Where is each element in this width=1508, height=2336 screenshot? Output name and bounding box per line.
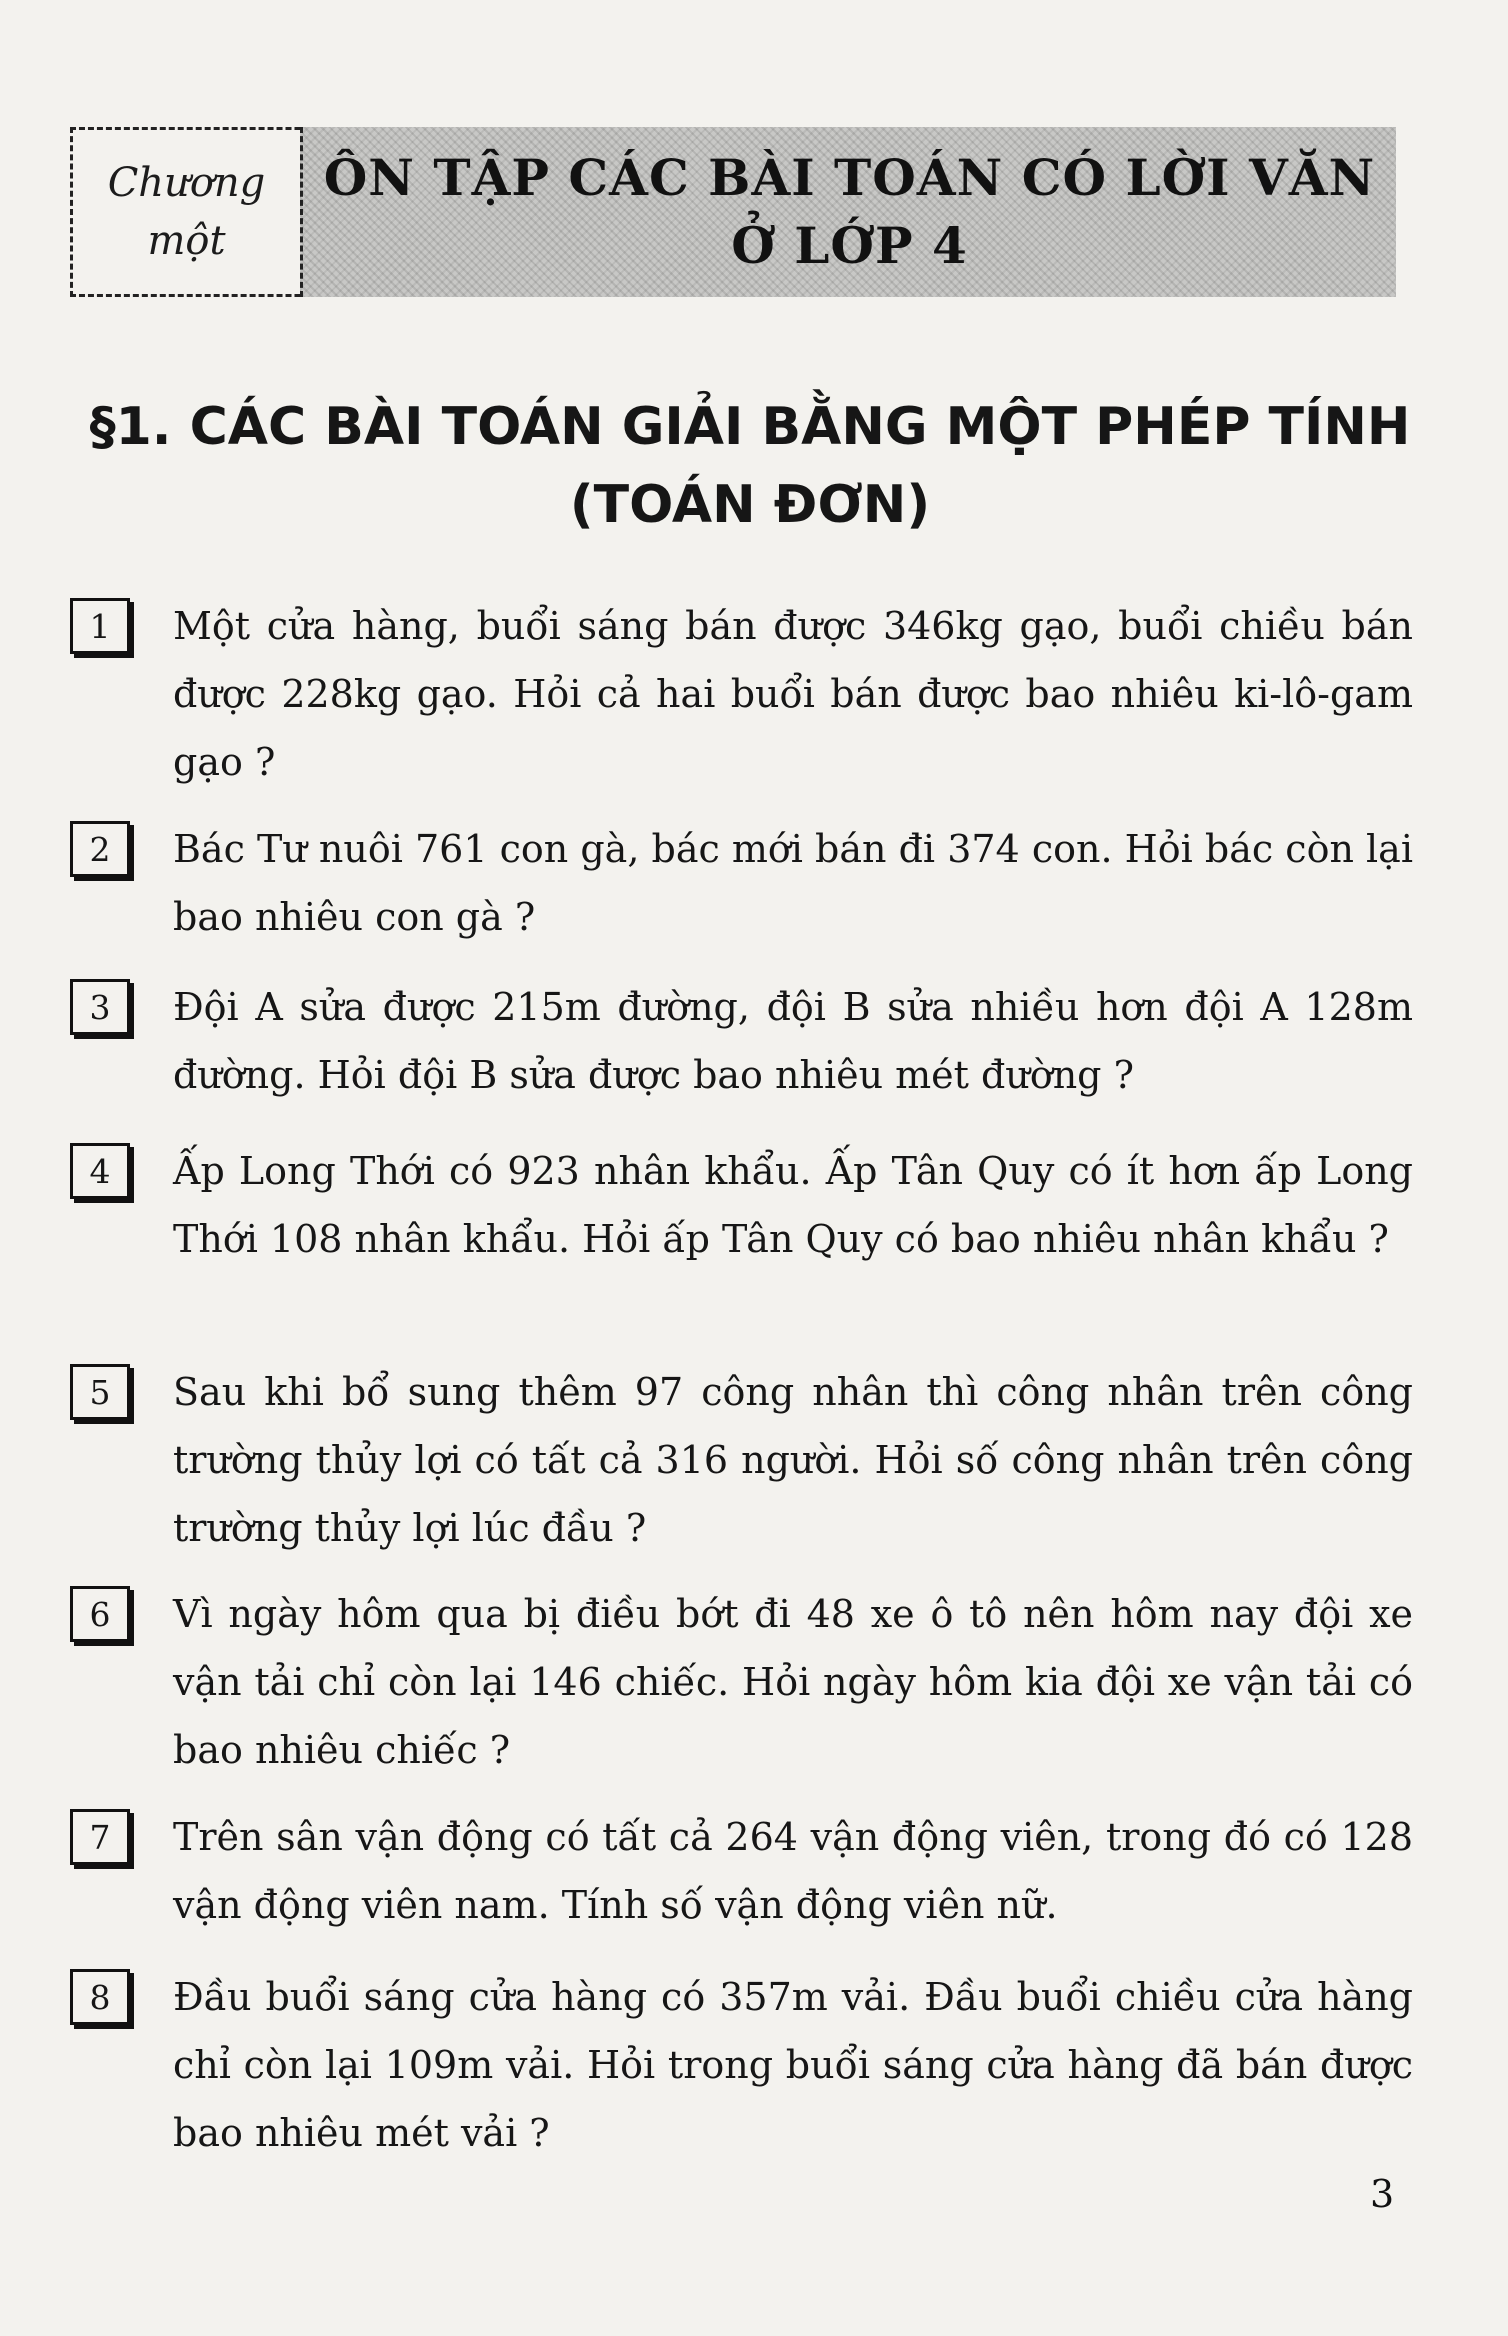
problem-number-box: 5 xyxy=(70,1364,130,1420)
problem-text: Ấp Long Thới có 923 nhân khẩu. Ấp Tân Quy có ít hơn ấp Long Thới 108 nhân khẩu. Hỏi ấp Tân Quy có bao nhiêu nhân khẩu ? xyxy=(173,1149,1413,1261)
problem-number-box: 3 xyxy=(70,979,130,1035)
problem-number-box: 2 xyxy=(70,821,130,877)
problem-number-box: 4 xyxy=(70,1143,130,1199)
problem-text: Trên sân vận động có tất cả 264 vận động viên, trong đó có 128 vận động viên nam. Tính số vận động viên nữ. xyxy=(173,1815,1413,1927)
problem-text: Sau khi bổ sung thêm 97 công nhân thì công nhân trên công trường thủy lợi có tất cả 316 người. Hỏi số công nhân trên công trường thủy lợi lúc đầu ? xyxy=(173,1370,1413,1550)
problem-number-box: 1 xyxy=(70,598,130,654)
problem-number-box: 7 xyxy=(70,1809,130,1865)
problem-text: Một cửa hàng, buổi sáng bán được 346kg gạo, buổi chiều bán được 228kg gạo. Hỏi cả hai buổi bán được bao nhiêu ki-lô-gam gạo ? xyxy=(173,604,1413,784)
chapter-label xyxy=(73,130,300,294)
problem-text: Vì ngày hôm qua bị điều bớt đi 48 xe ô tô nên hôm nay đội xe vận tải chỉ còn lại 146 chiếc. Hỏi ngày hôm kia đội xe vận tải có bao nhiêu chiếc ? xyxy=(173,1592,1413,1772)
section-heading xyxy=(80,388,1420,544)
chapter-label-line1: Chương xyxy=(107,160,266,206)
chapter-title xyxy=(300,127,1396,297)
problem-text: Đầu buổi sáng cửa hàng có 357m vải. Đầu buổi chiều cửa hàng chỉ còn lại 109m vải. Hỏi trong buổi sáng cửa hàng đã bán được bao nhiêu mét vải ? xyxy=(173,1975,1413,2155)
chapter-title-line2: Ở LỚP 4 xyxy=(731,216,968,275)
chapter-title-line1: ÔN TẬP CÁC BÀI TOÁN CÓ LỜI VĂN xyxy=(323,148,1376,207)
problem-text: Bác Tư nuôi 761 con gà, bác mới bán đi 374 con. Hỏi bác còn lại bao nhiêu con gà ? xyxy=(173,827,1413,939)
chapter-header xyxy=(70,127,1396,297)
section-heading-line1: §1. CÁC BÀI TOÁN GIẢI BẰNG MỘT PHÉP TÍNH xyxy=(89,397,1411,457)
chapter-label-line2: một xyxy=(147,218,226,264)
page-number: 3 xyxy=(1370,2172,1395,2216)
problem-number-box: 8 xyxy=(70,1969,130,2025)
problem-text: Đội A sửa được 215m đường, đội B sửa nhiều hơn đội A 128m đường. Hỏi đội B sửa được bao nhiêu mét đường ? xyxy=(173,985,1413,1097)
section-heading-line2: (TOÁN ĐƠN) xyxy=(569,475,931,535)
problem-number-box: 6 xyxy=(70,1586,130,1642)
